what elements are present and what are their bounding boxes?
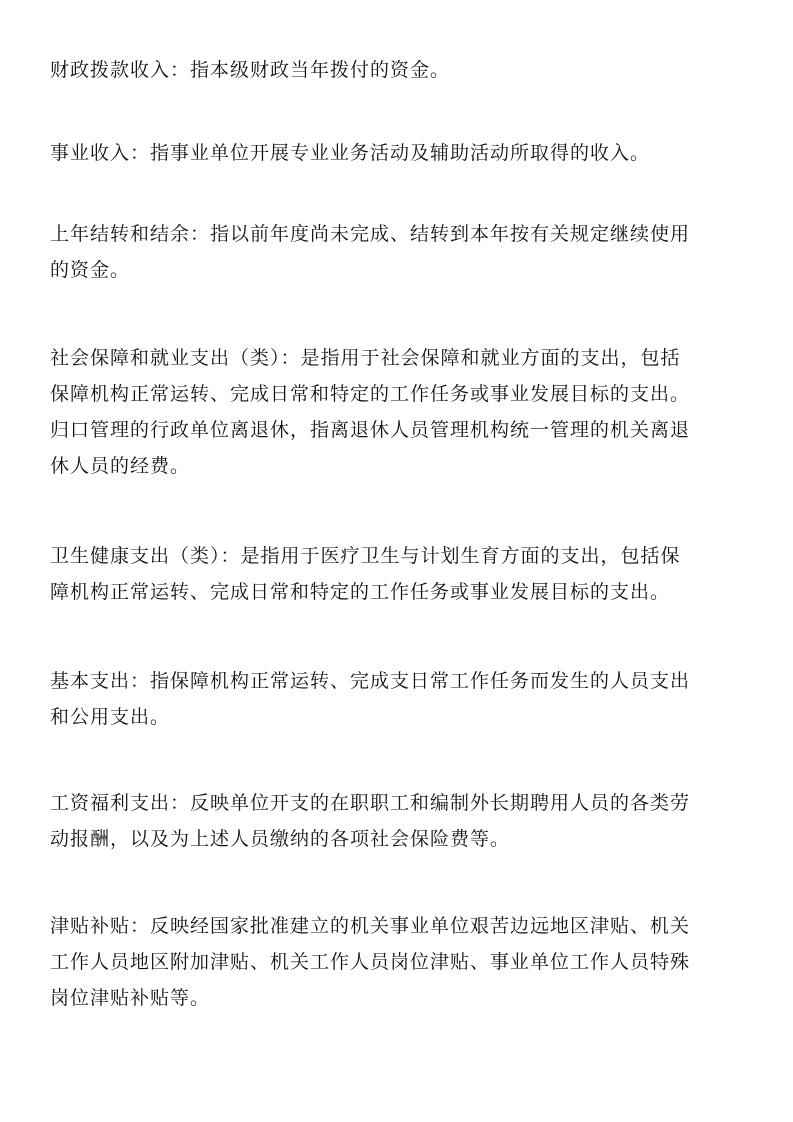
text-line: 工资福利支出：反映单位开支的在职职工和编制外长期聘用人员的各类劳 xyxy=(50,792,691,814)
paragraph-fiscal-allocation-income xyxy=(50,52,745,88)
text-line: 工作人员地区附加津贴、机关工作人员岗位津贴、事业单位工作人员特殊 xyxy=(50,951,691,973)
paragraph-basic-expenditure xyxy=(50,663,745,735)
text-line: 岗位津贴补贴等。 xyxy=(50,987,211,1009)
text-line: 保障机构正常运转、完成日常和特定的工作任务或事业发展目标的支出。 xyxy=(50,383,691,405)
paragraph-business-income xyxy=(50,135,745,171)
paragraph-allowances-subsidies xyxy=(50,908,745,1016)
text-line: 社会保障和就业支出（类）：是指用于社会保障和就业方面的支出，包括 xyxy=(50,347,681,369)
text-line: 障机构正常运转、完成日常和特定的工作任务或事业发展目标的支出。 xyxy=(50,581,671,603)
text-line: 基本支出：指保障机构正常运转、完成支日常工作任务而发生的人员支出 xyxy=(50,670,691,692)
text-line: 财政拨款收入：指本级财政当年拨付的资金。 xyxy=(50,59,451,81)
text-line: 的资金。 xyxy=(50,259,131,281)
text-line: 津贴补贴：反映经国家批准建立的机关事业单位艰苦边远地区津贴、机关 xyxy=(50,915,691,937)
paragraph-wage-welfare-expenditure xyxy=(50,785,745,857)
paragraph-health-expenditure xyxy=(50,538,745,610)
paragraph-prior-year-carryover xyxy=(50,216,745,288)
text-line: 动报酬，以及为上述人员缴纳的各项社会保险费等。 xyxy=(50,828,511,850)
paragraph-social-security-expenditure xyxy=(50,340,745,484)
text-line: 归口管理的行政单位离退休，指离退休人员管理机构统一管理的机关离退 xyxy=(50,419,691,441)
text-line: 休人员的经费。 xyxy=(50,455,191,477)
text-line: 和公用支出。 xyxy=(50,706,171,728)
text-line: 卫生健康支出（类）：是指用于医疗卫生与计划生育方面的支出，包括保 xyxy=(50,545,681,567)
text-line: 上年结转和结余：指以前年度尚未完成、结转到本年按有关规定继续使用 xyxy=(50,223,691,245)
text-line: 事业收入：指事业单位开展专业业务活动及辅助活动所取得的收入。 xyxy=(50,142,651,164)
